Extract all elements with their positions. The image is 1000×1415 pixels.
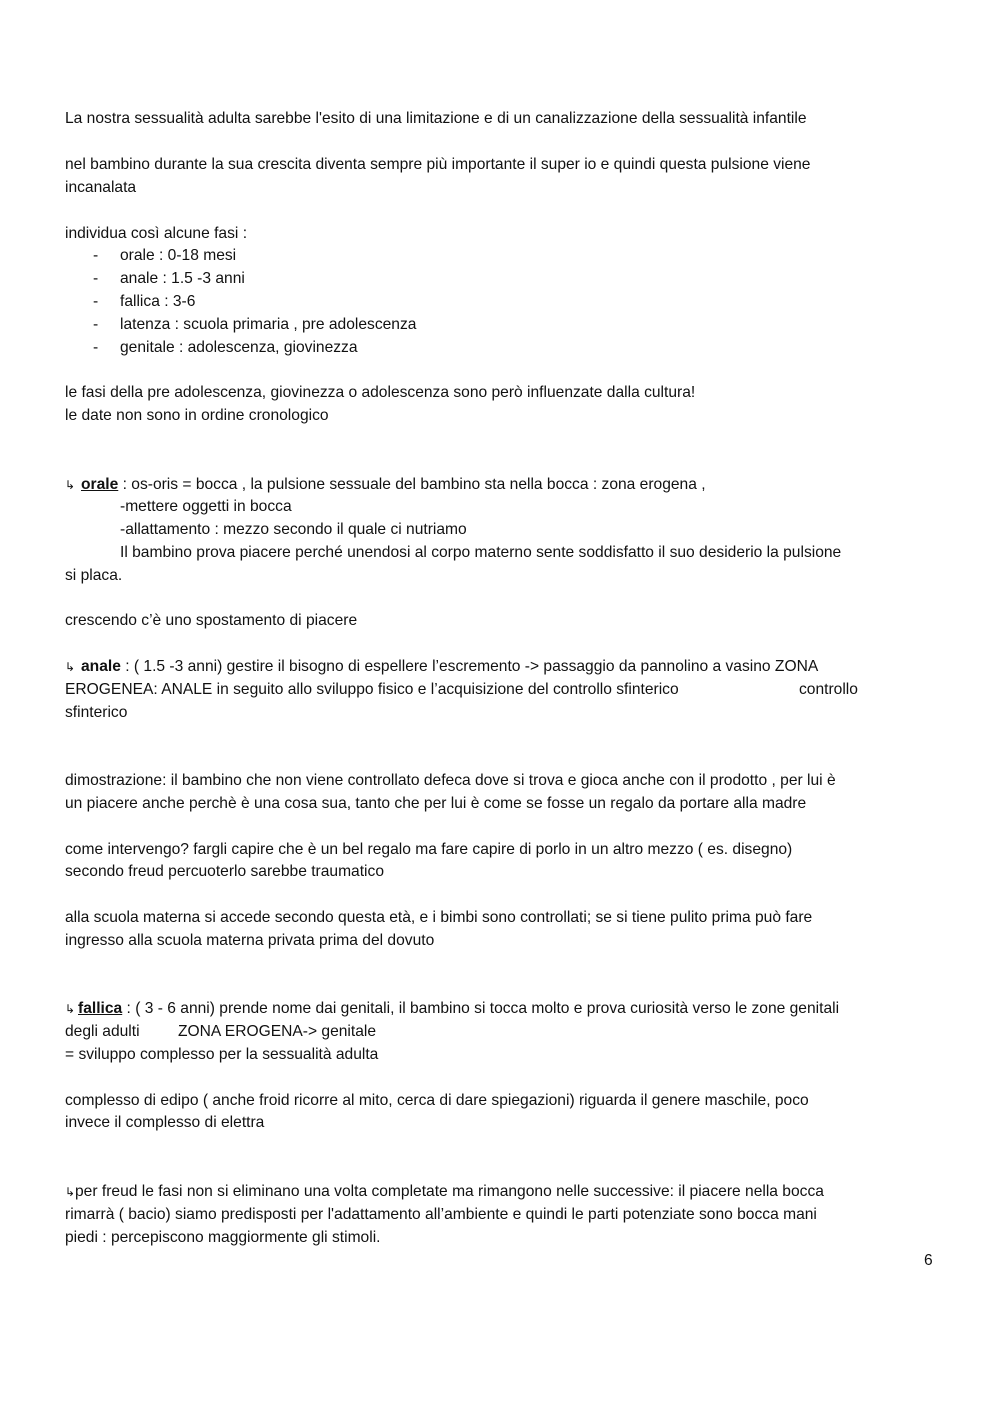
orale-paragraph-line-2: si placa. bbox=[65, 567, 123, 584]
page-number: 6 bbox=[924, 1252, 933, 1269]
list-bullet: - bbox=[93, 339, 99, 356]
list-item-fallica: fallica : 3-6 bbox=[120, 293, 196, 310]
fallica-line-2a: degli adulti bbox=[65, 1023, 140, 1040]
keyword-fallica: fallica bbox=[78, 1000, 123, 1017]
anale-definition: : ( 1.5 -3 anni) gestire il bisogno di espellere l’escremento -> passaggio da pannolino a vasino ZONA bbox=[120, 658, 819, 675]
freud-text: per freud le fasi non si eliminano una volta completate ma rimangono nelle successive: il piacere nella bocca bbox=[75, 1183, 824, 1200]
paragraph-intro: La nostra sessualità adulta sarebbe l'esito di una limitazione e di un canalizzazione della sessualità infantile bbox=[65, 110, 807, 127]
fallica-line-3: = sviluppo complesso per la sessualità adulta bbox=[65, 1046, 379, 1063]
orale-point-2: -allattamento : mezzo secondo il quale ci nutriamo bbox=[120, 521, 467, 538]
phases-intro: individua così alcune fasi : bbox=[65, 225, 248, 242]
paragraph-intervento-line-1: come intervengo? fargli capire che è un bel regalo ma fare capire di porlo in un altro mezzo ( es. disegno) bbox=[65, 841, 793, 858]
section-orale-heading bbox=[65, 475, 706, 495]
fallica-line-2b: ZONA EROGENA-> genitale bbox=[178, 1023, 377, 1040]
paragraph-dimostrazione-line-2: un piacere anche perchè è una cosa sua, tanto che per lui è come se fosse un regalo da portare alla madre bbox=[65, 795, 807, 812]
keyword-anale: anale bbox=[81, 658, 121, 675]
list-bullet: - bbox=[93, 316, 99, 333]
list-bullet: - bbox=[93, 270, 99, 287]
arrow-icon: ↳ bbox=[65, 478, 76, 492]
anale-line-2-tail: controllo bbox=[799, 681, 858, 698]
paragraph-culture-line-1: le fasi della pre adolescenza, giovinezza o adolescenza sono però influenzate dalla cultura! bbox=[65, 384, 696, 401]
paragraph-super-io-line-1: nel bambino durante la sua crescita diventa sempre più importante il super io e quindi questa pulsione viene bbox=[65, 156, 811, 173]
anale-line-3: sfinterico bbox=[65, 704, 128, 721]
orale-definition: : os-oris = bocca , la pulsione sessuale del bambino sta nella bocca : zona erogena , bbox=[118, 476, 706, 493]
paragraph-edipo-line-1: complesso di edipo ( anche froid ricorre al mito, cerca di dare spiegazioni) riguarda il genere maschile, poco bbox=[65, 1092, 809, 1109]
orale-point-1: -mettere oggetti in bocca bbox=[120, 498, 292, 515]
arrow-icon: ↳ bbox=[65, 1002, 76, 1016]
arrow-icon: ↳ bbox=[65, 1185, 76, 1199]
paragraph-scuola-line-1: alla scuola materna si accede secondo questa età, e i bimbi sono controllati; se si tiene pulito prima può fare bbox=[65, 909, 813, 926]
paragraph-freud-line-2: rimarrà ( bacio) siamo predisposti per l'adattamento all’ambiente e quindi le parti potenziate sono bocca mani bbox=[65, 1206, 817, 1223]
keyword-orale: orale bbox=[81, 476, 119, 493]
list-item-orale: orale : 0-18 mesi bbox=[120, 247, 237, 264]
list-item-genitale: genitale : adolescenza, giovinezza bbox=[120, 339, 358, 356]
list-item-anale: anale : 1.5 -3 anni bbox=[120, 270, 245, 287]
paragraph-freud-line-1 bbox=[65, 1182, 824, 1202]
arrow-icon: ↳ bbox=[65, 660, 76, 674]
list-bullet: - bbox=[93, 293, 99, 310]
list-bullet: - bbox=[93, 247, 99, 264]
section-anale-heading bbox=[65, 657, 818, 677]
paragraph-edipo-line-2: invece il complesso di elettra bbox=[65, 1114, 265, 1131]
paragraph-intervento-line-2: secondo freud percuoterlo sarebbe traumatico bbox=[65, 863, 384, 880]
paragraph-freud-line-3: piedi : percepiscono maggiormente gli stimoli. bbox=[65, 1229, 381, 1246]
paragraph-super-io-line-2: incanalata bbox=[65, 179, 137, 196]
paragraph-dimostrazione-line-1: dimostrazione: il bambino che non viene controllato defeca dove si trova e gioca anche con il prodotto , per lui è bbox=[65, 772, 836, 789]
anale-line-2: EROGENEA: ANALE in seguito allo sviluppo fisico e l’acquisizione del controllo sfinterico bbox=[65, 681, 679, 698]
fallica-definition: : ( 3 - 6 anni) prende nome dai genitali, il bambino si tocca molto e prova curiosità verso le zone genitali bbox=[122, 1000, 840, 1017]
orale-paragraph-line-1: Il bambino prova piacere perché unendosi al corpo materno sente soddisfatto il suo desiderio la pulsione bbox=[120, 544, 842, 561]
list-item-latenza: latenza : scuola primaria , pre adolescenza bbox=[120, 316, 417, 333]
section-fallica-heading bbox=[65, 999, 839, 1019]
paragraph-culture-line-2: le date non sono in ordine cronologico bbox=[65, 407, 329, 424]
paragraph-scuola-line-2: ingresso alla scuola materna privata prima del dovuto bbox=[65, 932, 435, 949]
paragraph-spostamento: crescendo c’è uno spostamento di piacere bbox=[65, 612, 358, 629]
